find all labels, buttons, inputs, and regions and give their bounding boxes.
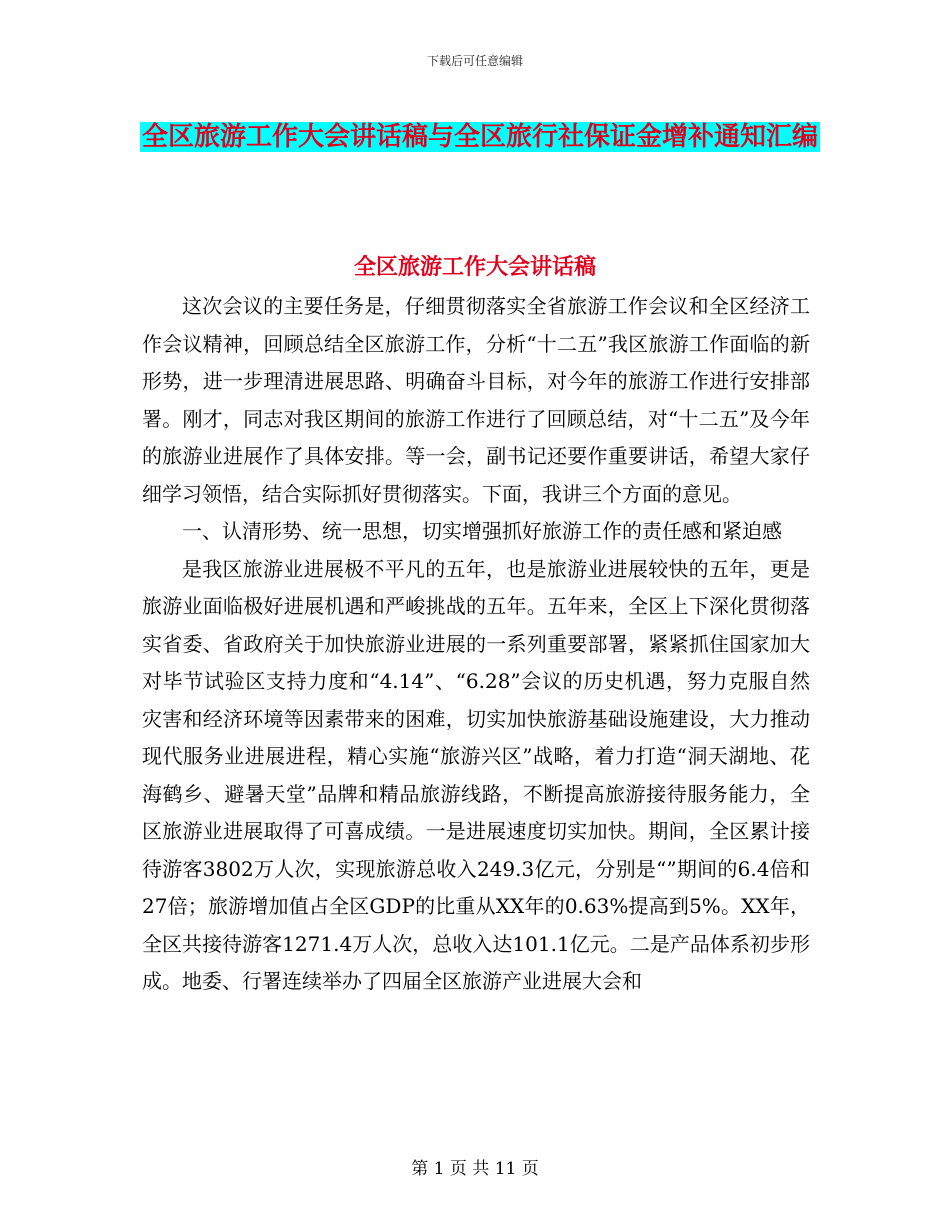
document-title-text: 全区旅游工作大会讲话稿与全区旅行社保证金增补通知汇编: [142, 122, 819, 152]
document-title: [140, 112, 820, 162]
paragraph: 这次会议的主要任务是，仔细贯彻落实全省旅游工作会议和全区经济工作会议精神，回顾总结全区旅游工作，分析“十二五”我区旅游工作面临的新形势，进一步理清进展思路、明确奋斗目标，对今年的旅游工作进行安排部署。刚才，同志对我区期间的旅游工作进行了回顾总结，对“十二五”及今年的旅游业进展作了具体安排。等一会，副书记还要作重要讲话，希望大家仔细学习领悟，结合实际抓好贯彻落实。下面，我讲三个方面的意见。: [142, 294, 810, 506]
page-number: 第 1 页 共 11 页: [411, 1159, 539, 1179]
paragraph: 是我区旅游业进展极不平凡的五年，也是旅游业进展较快的五年，更是旅游业面临极好进展机遇和严峻挑战的五年。五年来，全区上下深化贯彻落实省委、省政府关于加快旅游业进展的一系列重要部署，紧紧抓住国家加大对毕节试验区支持力度和“4.14”、“6.28”会议的历史机遇，努力克服自然灾害和经济环境等因素带来的困难，切实加快旅游基础设施建设，大力推动现代服务业进展进程，精心实施“旅游兴区”战略，着力打造“洞天湖地、花海鹤乡、避暑天堂”品牌和精品旅游线路，不断提高旅游接待服务能力，全区旅游业进展取得了可喜成绩。一是进展速度切实加快。期间，全区累计接待游客3802万人次，实现旅游总收入249.3亿元，分别是“”期间的6.4倍和27倍；旅游增加值占全区GDP的比重从XX年的0.63%提高到5%。XX年，全区共接待游客1271.4万人次，总收入达101.1亿元。二是产品体系初步形成。地委、行署连续举办了四届全区旅游产业进展大会和: [142, 556, 810, 993]
section-title: 全区旅游工作大会讲话稿: [353, 255, 596, 280]
document-body: [142, 288, 810, 1001]
page-header-note: 下载后可任意编辑: [426, 54, 523, 68]
paragraph: 一、认清形势、统一思想，切实增强抓好旅游工作的责任感和紧迫感: [182, 519, 782, 543]
